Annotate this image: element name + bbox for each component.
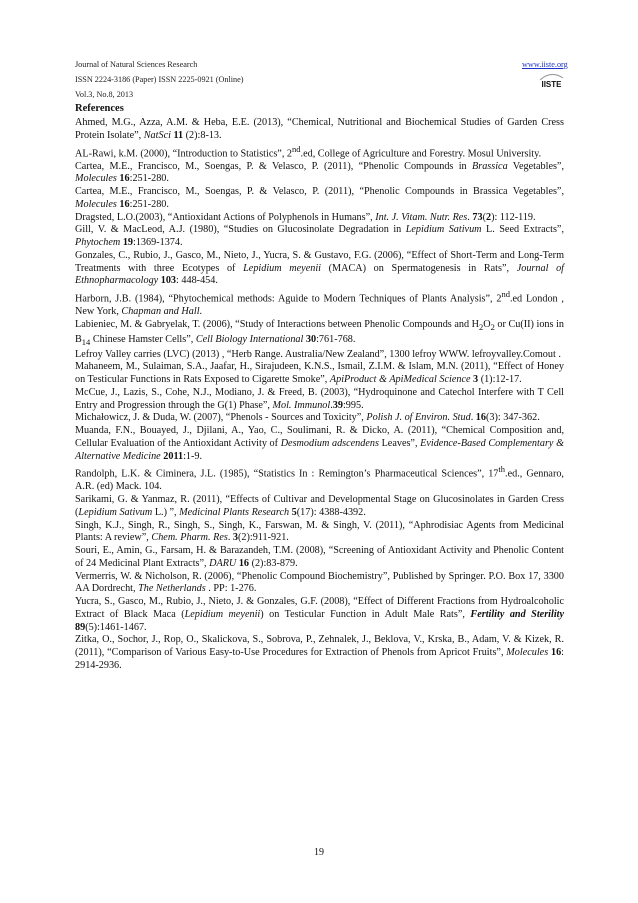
iiste-logo	[538, 70, 565, 90]
reference-entry: Ahmed, M.G., Azza, A.M. & Heba, E.E. (2013), “Chemical, Nutritional and Biochemical Studies of Garden Cress Protein Isolate”, NatSci 11 (2):8-13.	[75, 117, 564, 141]
reference-entry: Singh, K.J., Singh, R., Singh, S., Singh, K., Farswan, M. & Singh, V. (2011), “Aphrodisiac Agents from Medicinal Plants: A review”, Chem. Pharm. Res. 3(2):911-921.	[75, 519, 564, 544]
reference-entry: Dragsted, L.O.(2003), “Antioxidant Actions of Polyphenols in Humans”, Int. J. Vitam. Nutr. Res. 73(2): 112-119.	[75, 211, 536, 223]
reference-entry: Sarikami, G. & Yanmaz, R. (2011), “Effects of Cultivar and Developmental Stage on Glucosinolates in Garden Cress (Lepidium Sativum L.) ”, Medicinal Plants Research 5(17): 4388-4392.	[75, 494, 564, 518]
reference-entry: Yucra, S., Gasco, M., Rubio, J., Nieto, J. & Gonzales, G.F. (2008), “Effect of Different Fractions from Hydroalcoholic Extract of Black Maca (Lepidium meyenii) on Testicular Function in Adult Male Rats”, Fertility and Sterility 89(5):1461-1467.	[75, 596, 564, 633]
journal-title: Journal of Natural Sciences Research	[75, 60, 198, 69]
reference-entry: McCue, J., Lazis, S., Cohe, N.J., Modiano, J. & Freed, B. (2003), “Hydroquinone and Catechol Interfere with T Cell Entry and Progression through the G(1) Phase”, Mol. Immunol.39:995.	[75, 386, 564, 411]
reference-entry: Souri, E., Amin, G., Farsam, H. & Barazandeh, T.M. (2008), “Screening of Antioxidant Activity and Phenolic Content of 24 Medicinal Plant Extracts”, DARU 16 (2):83-879.	[75, 545, 564, 569]
reference-entry: Mahaneem, M., Sulaiman, S.A., Jaafar, H., Sirajudeen, K.N.S., Ismail, Z.I.M. & Islam, M.N. (2011), “Effect of Honey on Testicular Functions in Rats Exposed to Cigarette Smoke”, ApiProduct & ApiMedical Science 3 (1):12-17.	[75, 361, 564, 386]
reference-entry: Randolph, L.K. & Ciminera, J.L. (1985), “Statistics In : Remington’s Pharmaceutical Sciences”, 17th.ed., Gennaro, A.R. (ed) Mack. 104.	[75, 464, 564, 493]
reference-entry: AL-Rawi, k.M. (2000), “Introduction to Statistics”, 2nd.ed, College of Agriculture and Forestry. Mosul University.	[75, 143, 542, 159]
reference-entry: Gonzales, C., Rubio, J., Gasco, M., Nieto, J., Yucra, S. & Gustavo, F.G. (2006), “Effect of Short-Term and Long-Term Treatments with three Ecotypes of Lepidium meyenii (MACA) on Spermatogenesis in Rats”, Journal of Ethnopharmacology 103: 448-454.	[75, 249, 564, 287]
references-heading: References	[75, 103, 124, 114]
journal-volume: Vol.3, No.8, 2013	[75, 90, 134, 99]
reference-entry: Harborn, J.B. (1984), “Phytochemical methods: Aguide to Modern Techniques of Plants Analysis”, 2nd.ed London , New York, Chapman and Hall.	[75, 289, 564, 318]
reference-entry: Gill, V. & MacLeod, A.J. (1980), “Studies on Glucosinolate Degradation in Lepidium Sativum L. Seed Extracts”, Phytochem 19:1369-1374.	[75, 224, 564, 249]
reference-entry: Michałowicz, J. & Duda, W. (2007), “Phenols - Sources and Toxicity”, Polish J. of Environ. Stud. 16(3): 347-362.	[75, 412, 540, 424]
journal-issn: ISSN 2224-3186 (Paper) ISSN 2225-0921 (Online)	[75, 75, 244, 84]
page-number: 19	[314, 847, 324, 858]
reference-entry: Zitka, O., Sochor, J., Rop, O., Skalickova, S., Sobrova, P., Zehnalek, J., Beklova, V., Krska, B., Adam, V. & Kizek, R. (2011), “Comparison of Various Easy-to-Use Procedures for Extraction of Phenols from Apricot Fruits”, Molecules 16: 2914-2936.	[75, 634, 564, 671]
references-list	[75, 117, 564, 673]
reference-entry: Cartea, M.E., Francisco, M., Soengas, P. & Velasco, P. (2011), “Phenolic Compounds in Brassica Vegetables”, Molecules 16:251-280.	[75, 186, 564, 210]
reference-entry: Lefroy Valley carries (LVC) (2013) , “Herb Range. Australia/New Zealand”, 1300 lefroy WWW. lefroyvalley.Comout .	[75, 348, 561, 360]
logo-text: IISTE	[541, 80, 562, 89]
reference-entry: Vermerris, W. & Nicholson, R. (2006), “Phenolic Compound Biochemistry”, Published by Springer. P.O. Box 17, 3300 AA Dordrecht, The Netherlands . PP: 1-276.	[75, 570, 564, 595]
reference-entry: Cartea, M.E., Francisco, M., Soengas, P. & Velasco, P. (2011), “Phenolic Compounds in Brassica Vegetables”, Molecules 16:251-280.	[75, 160, 564, 185]
reference-entry: Labieniec, M. & Gabryelak, T. (2006), “Study of Interactions between Phenolic Compounds and $H_2O_2$ or Cu(II) ions in $B_{14}$ Chinese Hamster Cells”, Cell Biology International 30:761-768.	[75, 319, 564, 347]
journal-url-link[interactable]: www.iiste.org	[522, 60, 568, 69]
reference-entry: Muanda, F.N., Bouayed, J., Djilani, A., Yao, C., Soulimani, R. & Dicko, A. (2011), “Chemical Composition and, Cellular Evaluation of the Antioxidant Activity of Desmodium adscendens Leaves”, Evidence-Based Complementary & Alternative Medicine 2011:1-9.	[75, 425, 564, 462]
